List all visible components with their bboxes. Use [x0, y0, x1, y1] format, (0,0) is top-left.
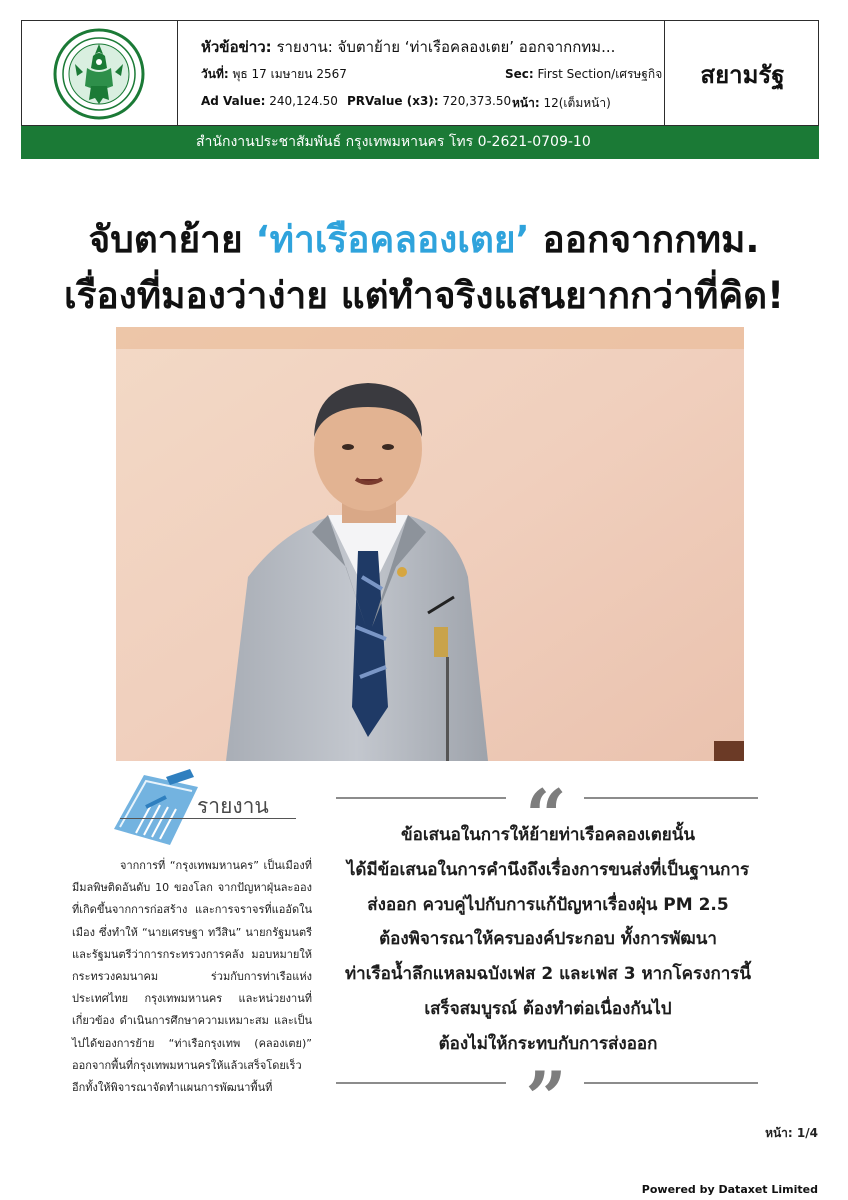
sec-row — [505, 65, 662, 84]
ad-value: 240,124.50 — [269, 94, 338, 108]
article-body-paragraph: จากการที่ “กรุงเทพมหานคร” เป็นเมืองที่มีมลพิษติดอันดับ 10 ของโลก จากปัญหาฝุ่นละออง ที่เกิดขึ้นจากการก่อสร้าง และการจราจรที่แออัดในเมือง ซึ่งทำให้ “นายเศรษฐา ทวีสิน” นายกรัฐมนตรี และรัฐมนตรีว่าการกระทรวงการคลัง มอบหมายให้กระทรวงคมนาคม ร่วมกับการท่าเรือแห่งประเทศไทย กรุงเทพมหานคร และหน่วยงานที่เกี่ยวข้อง ดำเนินการศึกษาความเหมาะสม และเป็นไปได้ของการย้าย “ท่าเรือกรุงเทพ (คลองเตย)” ออกจากพื้นที่กรุงเทพมหานครให้แล้วเสร็จโดยเร็ว อีกทั้งให้พิจารณาจัดทำแผนการพัฒนาพื้นที่ — [72, 859, 312, 1095]
sec-value: First Section/เศรษฐกิจ — [537, 67, 663, 81]
newspaper-name: สยามรัฐ — [700, 61, 785, 89]
quote-rule-top-left — [336, 797, 506, 799]
article-photo — [116, 327, 744, 761]
headline-value: รายงาน: จับตาย้าย ‘ท่าเรือคลองเตย’ ออกจากกทม... — [276, 38, 616, 56]
page-number — [765, 1124, 818, 1143]
speaker-photo — [116, 327, 744, 761]
report-section-label: รายงาน — [197, 794, 269, 818]
quote-line: ต้องไม่ให้กระทบกับการส่งออก — [438, 1033, 658, 1054]
quote-line: ได้มีข้อเสนอในการคำนึงถึงเรื่องการขนส่งที่เป็นฐานการ — [346, 859, 750, 880]
headline-accent: ‘ท่าเรือคลองเตย’ — [255, 218, 530, 261]
open-quote-icon: “ — [525, 773, 567, 858]
meta-cell — [179, 21, 664, 125]
paper-cell — [664, 21, 819, 125]
date-value: พุธ 17 เมษายน 2567 — [232, 67, 347, 81]
office-contact-bar: สำนักงานประชาสัมพันธ์ กรุงเทพมหานคร โทร 0-2621-0709-10 — [21, 126, 819, 159]
date-row — [201, 65, 347, 84]
quote-rule-bottom-left — [336, 1082, 506, 1084]
bma-seal-logo — [53, 28, 145, 120]
quote-line: ข้อเสนอในการให้ย้ายท่าเรือคลองเตยนั้น — [401, 825, 695, 845]
headline-line-1-pre: จับตาย้าย — [88, 218, 256, 261]
headline-label: หัวข้อข่าว: — [201, 38, 272, 56]
quote-line: ท่าเรือน้ำลึกแหลมฉบังเฟส 2 และเฟส 3 หากโครงการนี้ — [344, 964, 752, 985]
headline-line-1-post: ออกจากกทม. — [529, 218, 760, 261]
ad-value-row — [201, 94, 338, 108]
powered-by: Powered by Dataxet Limited — [641, 1183, 818, 1196]
clipping-header — [21, 20, 819, 126]
pr-value: 720,373.50 — [442, 94, 512, 108]
ad-value-label: Ad Value: — [201, 94, 266, 108]
pull-quote — [338, 818, 758, 1062]
quote-line: ต้องพิจารณาให้ครบองค์ประกอบ ทั้งการพัฒนา — [379, 929, 717, 950]
pr-value-label: PRValue (x3): — [347, 94, 439, 108]
quote-rule-top-right — [584, 797, 758, 799]
headline-line-2: เรื่องที่มองว่าง่าย แต่ทำจริงแสนยากกว่าที่คิด! — [63, 274, 785, 317]
quote-line: ส่งออก ควบคู่ไปกับการแก้ปัญหาเรื่องฝุ่น PM 2.5 — [367, 894, 729, 915]
headline-row — [201, 35, 661, 59]
pr-value-row — [347, 94, 511, 108]
report-section-rule — [120, 818, 296, 819]
page-number-value: 1/4 — [796, 1126, 818, 1140]
close-quote-icon: ” — [525, 1055, 567, 1140]
quote-rule-bottom-right — [584, 1082, 758, 1084]
logo-cell — [22, 21, 178, 125]
page-label: หน้า: — [512, 96, 540, 110]
article-body — [72, 855, 312, 1099]
quote-line: เสร็จสมบูรณ์ ต้องทำต่อเนื่องกันไป — [424, 998, 672, 1019]
page-value: 12(เต็มหน้า) — [543, 96, 611, 110]
headline-line-1 — [40, 212, 808, 268]
page-row — [512, 94, 611, 113]
article-headline — [40, 212, 808, 324]
sec-label: Sec: — [505, 67, 534, 81]
page-number-label: หน้า: — [765, 1126, 793, 1140]
date-label: วันที่: — [201, 67, 229, 81]
